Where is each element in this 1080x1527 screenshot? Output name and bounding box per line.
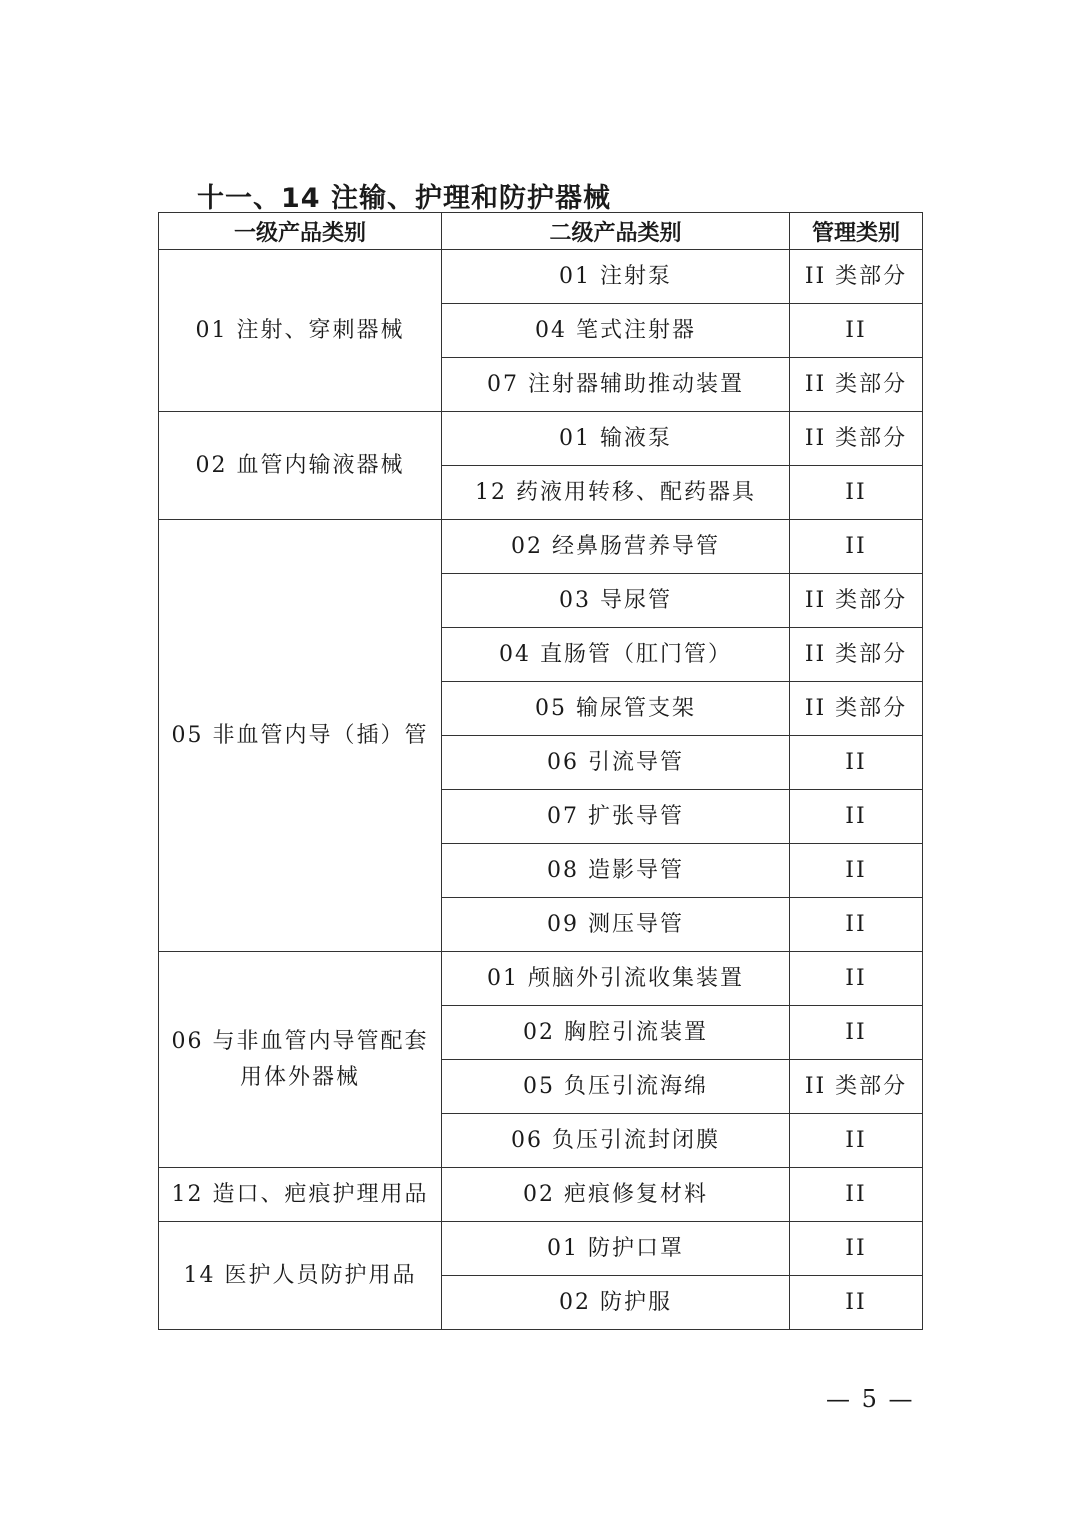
management-class-cell: II — [790, 304, 923, 358]
table-row — [159, 412, 923, 466]
level2-category-cell: 05 负压引流海绵 — [442, 1060, 790, 1114]
management-class-cell: II — [790, 520, 923, 574]
management-class-cell: II — [790, 466, 923, 520]
table-header-row — [159, 213, 923, 250]
level2-category-cell: 06 负压引流封闭膜 — [442, 1114, 790, 1168]
management-class-cell: II — [790, 1222, 923, 1276]
header-class: 管理类别 — [790, 213, 923, 250]
level1-category-cell: 05 非血管内导（插）管 — [159, 520, 442, 952]
level2-category-cell: 12 药液用转移、配药器具 — [442, 466, 790, 520]
level2-category-cell: 07 扩张导管 — [442, 790, 790, 844]
level2-category-cell: 07 注射器辅助推动装置 — [442, 358, 790, 412]
management-class-cell: II 类部分 — [790, 1060, 923, 1114]
page-number: — 5 — — [826, 1385, 915, 1413]
catalog-table — [158, 212, 923, 1330]
management-class-cell: II 类部分 — [790, 628, 923, 682]
management-class-cell: II 类部分 — [790, 250, 923, 304]
level1-category-cell: 01 注射、穿刺器械 — [159, 250, 442, 412]
table-row — [159, 250, 923, 304]
level2-category-cell: 01 输液泵 — [442, 412, 790, 466]
table-row — [159, 1222, 923, 1276]
level2-category-cell: 09 测压导管 — [442, 898, 790, 952]
management-class-cell: II — [790, 790, 923, 844]
level1-category-cell: 12 造口、疤痕护理用品 — [159, 1168, 442, 1222]
management-class-cell: II 类部分 — [790, 412, 923, 466]
level2-category-cell: 08 造影导管 — [442, 844, 790, 898]
management-class-cell: II — [790, 898, 923, 952]
level2-category-cell: 01 颅脑外引流收集装置 — [442, 952, 790, 1006]
level1-category-cell: 02 血管内输液器械 — [159, 412, 442, 520]
level2-category-cell: 05 输尿管支架 — [442, 682, 790, 736]
level1-category-cell: 14 医护人员防护用品 — [159, 1222, 442, 1330]
table-row — [159, 1168, 923, 1222]
level2-category-cell: 03 导尿管 — [442, 574, 790, 628]
table-body — [159, 250, 923, 1330]
level1-category-cell: 06 与非血管内导管配套用体外器械 — [159, 952, 442, 1168]
table-row — [159, 520, 923, 574]
management-class-cell: II — [790, 736, 923, 790]
header-level2: 二级产品类别 — [442, 213, 790, 250]
header-level1: 一级产品类别 — [159, 213, 442, 250]
level2-category-cell: 04 直肠管（肛门管） — [442, 628, 790, 682]
level2-category-cell: 02 防护服 — [442, 1276, 790, 1330]
management-class-cell: II 类部分 — [790, 682, 923, 736]
management-class-cell: II 类部分 — [790, 574, 923, 628]
management-class-cell: II — [790, 1276, 923, 1330]
level2-category-cell: 04 笔式注射器 — [442, 304, 790, 358]
management-class-cell: II — [790, 1006, 923, 1060]
management-class-cell: II — [790, 1114, 923, 1168]
level2-category-cell: 02 疤痕修复材料 — [442, 1168, 790, 1222]
level2-category-cell: 02 胸腔引流装置 — [442, 1006, 790, 1060]
level2-category-cell: 06 引流导管 — [442, 736, 790, 790]
management-class-cell: II — [790, 1168, 923, 1222]
level2-category-cell: 02 经鼻肠营养导管 — [442, 520, 790, 574]
management-class-cell: II 类部分 — [790, 358, 923, 412]
table-row — [159, 952, 923, 1006]
section-title: 十一、14 注输、护理和防护器械 — [197, 183, 611, 214]
level2-category-cell: 01 防护口罩 — [442, 1222, 790, 1276]
level2-category-cell: 01 注射泵 — [442, 250, 790, 304]
management-class-cell: II — [790, 844, 923, 898]
management-class-cell: II — [790, 952, 923, 1006]
